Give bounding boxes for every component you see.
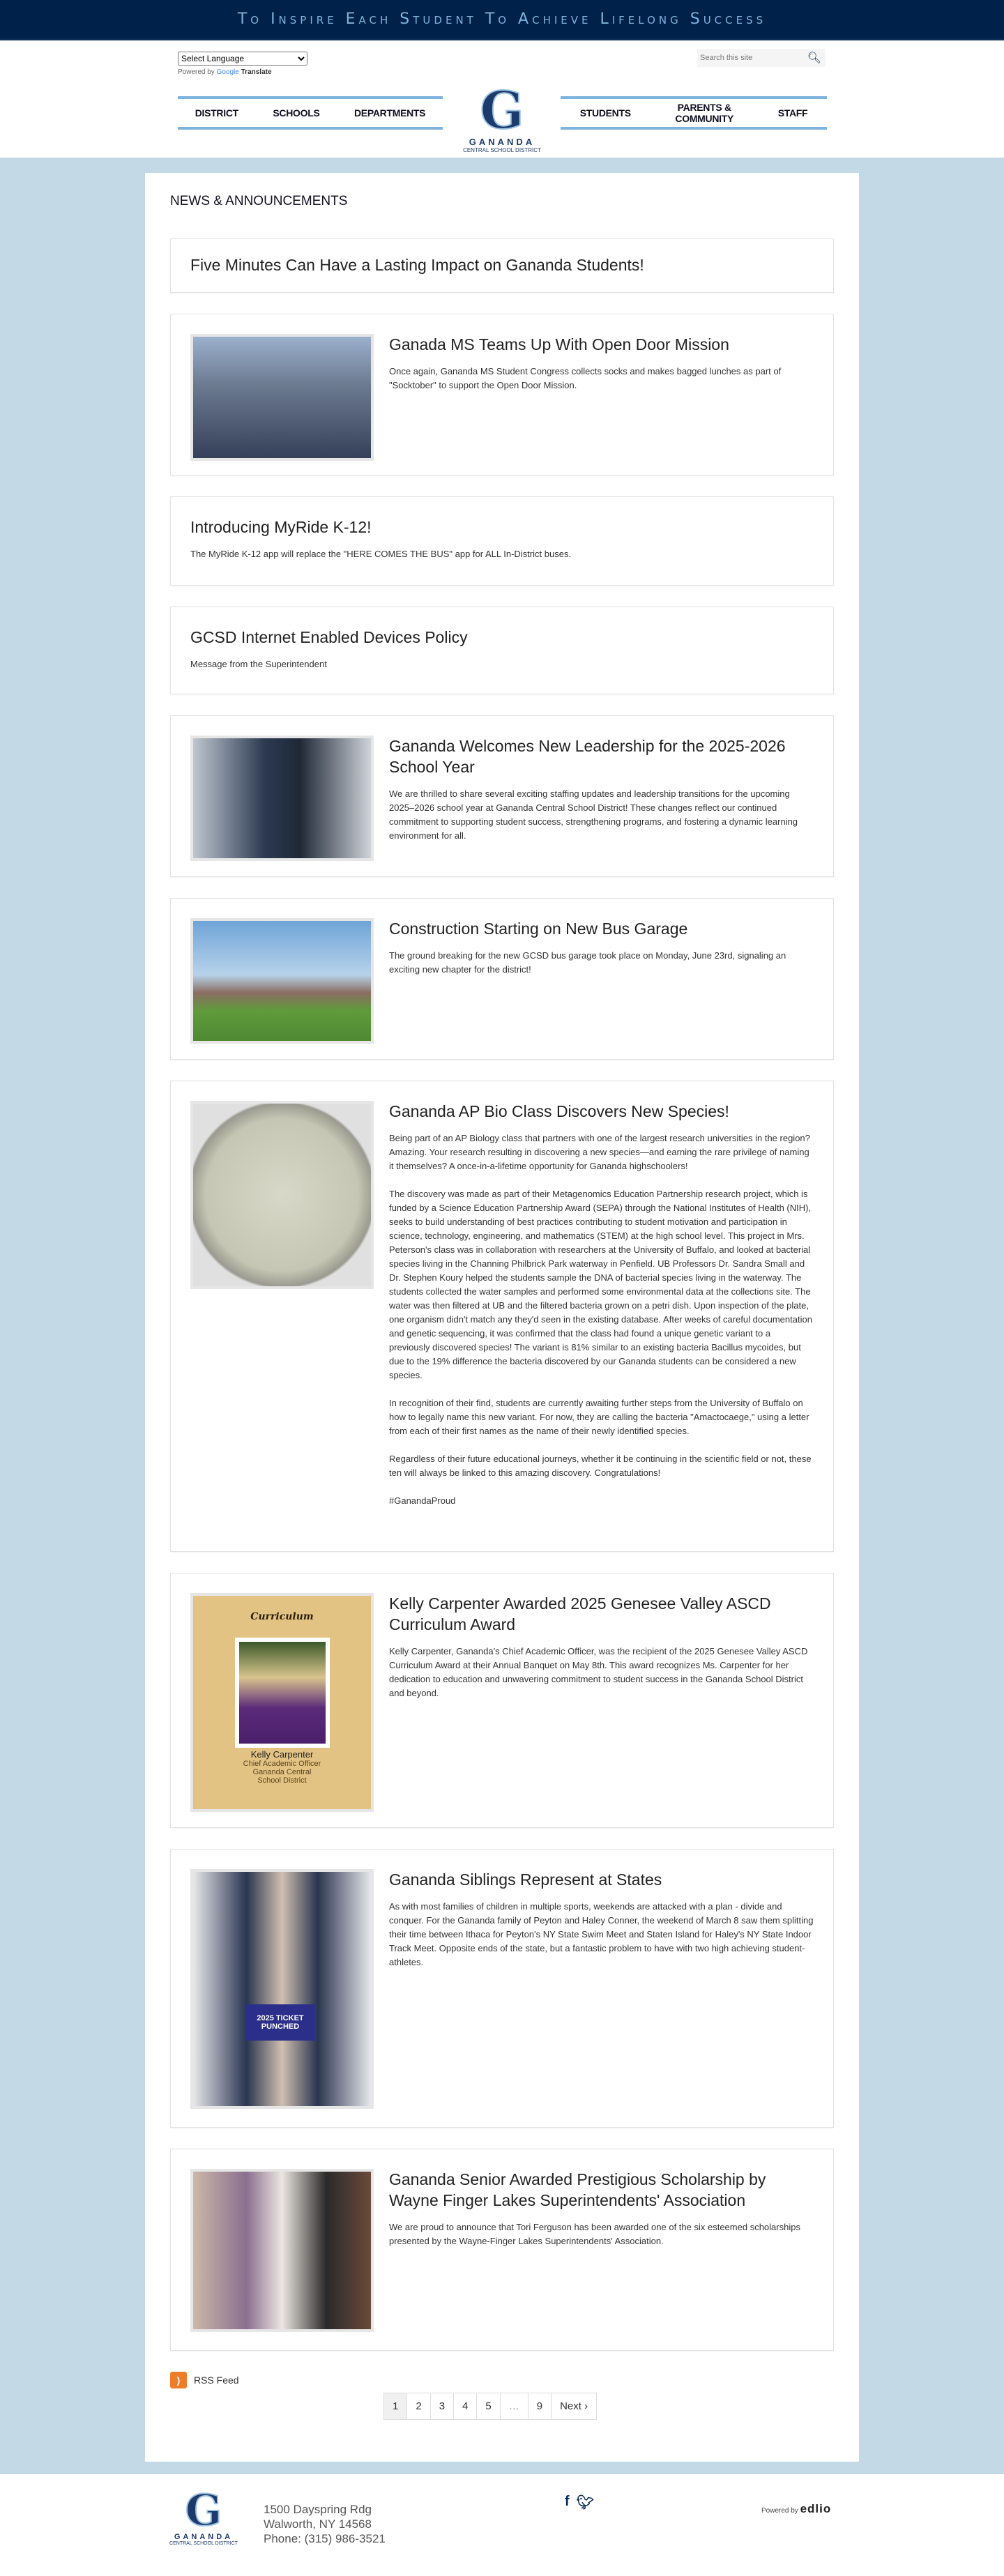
news-title[interactable]: Gananda Welcomes New Leadership for the 2025-2026 School Year [389, 737, 786, 776]
news-photo[interactable] [190, 736, 374, 861]
news-summary: We are proud to announce that Tori Ferguson has been awarded one of the six esteemed scholarships presented by the Wayne-Finger Lakes Superintendents' Association. [389, 2222, 800, 2246]
news-title[interactable]: Gananda AP Bio Class Discovers New Species! [389, 1102, 729, 1120]
news-summary: The ground breaking for the new GCSD bus garage took place on Monday, June 23rd, signaling an exciting new chapter for the district! [389, 950, 786, 975]
nav-right [561, 96, 827, 130]
news-paragraph: In recognition of their find, students are currently awaiting further steps from the University of Buffalo on how to legally name this new variant. For now, they are calling the bacteria "Amactocaege," using a letter from each of their first names as the name of their newly identified species. [389, 1398, 809, 1436]
rss-icon: ) [170, 2372, 187, 2388]
news-summary: Message from the Superintendent [190, 659, 327, 669]
news-paragraph: The discovery was made as part of their Metagenomics Education Partnership research project, which is funded by a Science Education Partnership Award (SEPA) through the National Institutes of Health (NIH), seeks to build understanding of best practices contributing to student motivation and participation in science, technology, engineering, and mathematics (STEM) at the high school level. This project in Mrs. Peterson's class was in collaboration with researchers at the University of Buffalo, and looked at bacterial species living in the Channing Philbrick Park waterway in Penfield. UB Professors Dr. Sandra Small and Dr. Stephen Koury helped the students sample the DNA of bacterial species living in the waterway. The students collected the water samples and performed some environmental data at the collections site. The water was then filtered at UB and the filtered bacteria grown on a petri dish. Upon inspection of the plate, one organism didn't match any they'd seen in the existing database. After weeks of careful documentation and genetic sequencing, it was confirmed that the class had found a unique genetic variant to a previously discovered species! The variant is 81% similar to an existing bacteria Bacillus mycoides, but due to the 19% difference the bacteria discovered by our Gananda students can be considered a new species. [389, 1189, 812, 1380]
next-page-button[interactable]: Next › [560, 2400, 588, 2412]
award-name: Kelly Carpenter [250, 1749, 314, 1760]
nav-parents-community[interactable]: PARENTS & COMMUNITY [675, 102, 734, 124]
news-item[interactable] [170, 1081, 834, 1552]
page-9[interactable]: 9 [528, 2393, 552, 2419]
news-title[interactable]: Gananda Senior Awarded Prestigious Scholarship by Wayne Finger Lakes Superintendents' Association [389, 2170, 766, 2209]
page-5[interactable]: 5 [477, 2393, 500, 2419]
logo-sub: CENTRAL SCHOOL DISTRICT [169, 2541, 238, 2546]
address-line: Walworth, NY 14568 [264, 2517, 372, 2531]
powered-label: Powered by [178, 68, 215, 76]
nav-schools[interactable]: SCHOOLS [273, 107, 320, 119]
footer-logo[interactable] [162, 2485, 245, 2546]
site-search [697, 49, 826, 67]
logo-letter: G [185, 2485, 222, 2536]
award-org: School District [257, 1776, 307, 1785]
news-item[interactable] [170, 1573, 834, 1828]
page-3[interactable]: 3 [431, 2393, 454, 2419]
news-photo[interactable] [190, 1101, 374, 1289]
award-heading: Curriculum [250, 1611, 314, 1622]
news-paragraph: Regardless of their future educational journeys, whether it be continuing in the scientific field or not, these ten will always be linked to this amazing discovery. Congratulations! [389, 1454, 812, 1478]
news-item[interactable] [170, 314, 834, 475]
news-photo[interactable] [190, 1593, 374, 1812]
footer-address [264, 2502, 386, 2546]
page-ellipsis: … [501, 2393, 528, 2419]
address-line: 1500 Dayspring Rdg [264, 2503, 372, 2516]
news-paragraph: Being part of an AP Biology class that partners with one of the largest research universities in the region? Amazing. Your research resulting in discovering a new species—and earning the rare privilege of naming it themselves? A once-in-a-lifetime opportunity for Gananda highschoolers! [389, 1133, 810, 1171]
language-select[interactable] [178, 52, 307, 66]
ticket-sign: 2025 TICKET PUNCHED [245, 2004, 315, 2041]
news-photo[interactable] [190, 918, 374, 1044]
news-section [145, 173, 859, 2462]
logo-name: GANANDA [174, 2533, 234, 2541]
edlio-logo: edlio [800, 2502, 832, 2515]
nav-district[interactable]: DISTRICT [195, 107, 238, 119]
rss-label: RSS Feed [194, 2375, 239, 2386]
translate-widget [178, 52, 307, 76]
page-4[interactable]: 4 [454, 2393, 477, 2419]
tagline-banner [0, 0, 1004, 40]
news-item[interactable] [170, 2149, 834, 2351]
award-portrait [235, 1638, 330, 1748]
district-logo[interactable] [460, 81, 544, 153]
news-hashtag: #GanandaProud [389, 1495, 456, 1506]
google-label: Google [216, 68, 239, 76]
news-summary: We are thrilled to share several exciting staffing updates and leadership transitions for the upcoming 2025–2026 school year at Gananda Central School District! These changes reflect our continued commitment to supporting student success, strengthening programs, and fostering a dynamic learning environment for all. [389, 788, 798, 841]
news-title[interactable]: Gananda Siblings Represent at States [389, 1870, 662, 1889]
site-header [0, 40, 1004, 158]
award-org: Gananda Central [252, 1768, 312, 1776]
site-footer [0, 2474, 1004, 2576]
news-item[interactable] [170, 1849, 834, 2128]
nav-students[interactable]: STUDENTS [579, 107, 631, 119]
powered-by-google [178, 68, 307, 76]
news-title[interactable]: Kelly Carpenter Awarded 2025 Genesee Valley ASCD Curriculum Award [389, 1594, 771, 1633]
news-item[interactable] [170, 607, 834, 694]
search-icon[interactable]: 🔍︎ [807, 52, 821, 64]
news-title[interactable]: Five Minutes Can Have a Lasting Impact on Gananda Students! [190, 256, 644, 274]
logo-sub: CENTRAL SCHOOL DISTRICT [463, 147, 541, 153]
news-summary: Once again, Gananda MS Student Congress collects socks and makes bagged lunches as part of "Socktober" to support the Open Door Mission. [389, 366, 782, 390]
news-photo[interactable] [190, 2169, 374, 2332]
powered-by-edlio[interactable] [761, 2502, 831, 2516]
news-summary: Kelly Carpenter, Gananda's Chief Academic Officer, was the recipient of the 2025 Genesee Valley ASCD Curriculum Award at their Annual Banquet on May 8th. This award recognizes Ms. Carpenter for her dedication to education and unwavering commitment to student success in the Gananda School District and beyond. [389, 1646, 808, 1698]
page-2[interactable]: 2 [407, 2393, 430, 2419]
tagline: To Inspire Each Student To Achieve Lifelong Success [237, 10, 767, 28]
powered-label: Powered by [761, 2507, 798, 2515]
social-links [565, 2494, 594, 2511]
news-title[interactable]: Ganada MS Teams Up With Open Door Mission [389, 335, 729, 353]
section-title: NEWS & ANNOUNCEMENTS [170, 194, 348, 208]
news-item[interactable] [170, 238, 834, 293]
page-1[interactable]: 1 [384, 2393, 407, 2419]
news-title[interactable]: Introducing MyRide K-12! [190, 518, 372, 536]
news-photo[interactable] [190, 334, 374, 461]
facebook-icon[interactable]: f [565, 2494, 570, 2509]
news-item[interactable] [170, 496, 834, 586]
news-summary: As with most families of children in multiple sports, weekends are attacked with a plan - divide and conquer. For the Gananda family of Peyton and Haley Conner, the weekend of March 8 saw them splitting their time between Ithaca for Peyton's NY State Swim Meet and Staten Island for Haley's NY State Indoor Track Meet. Opposite ends of the state, but a fantastic problem to have with two high achieving student-athletes. [389, 1901, 814, 1967]
nav-left [178, 96, 443, 130]
news-item[interactable] [170, 898, 834, 1060]
news-title[interactable]: GCSD Internet Enabled Devices Policy [190, 628, 468, 646]
phone-label: Phone: [264, 2532, 305, 2545]
award-role: Chief Academic Officer [243, 1760, 321, 1768]
logo-name: GANANDA [469, 137, 535, 147]
nav-departments[interactable]: DEPARTMENTS [354, 107, 426, 119]
translate-link[interactable]: Translate [241, 68, 272, 76]
news-item[interactable] [170, 715, 834, 877]
phone-link[interactable]: (315) 986-3521 [304, 2532, 386, 2545]
search-input[interactable] [700, 54, 791, 62]
twitter-icon[interactable]: 🐦︎ [576, 2495, 595, 2510]
news-summary: The MyRide K-12 app will replace the "HERE COMES THE BUS" app for ALL In-District buses. [190, 549, 572, 559]
nav-staff[interactable]: STAFF [777, 107, 808, 119]
pagination [383, 2393, 597, 2420]
news-photo[interactable] [190, 1869, 374, 2109]
rss-feed-link[interactable] [170, 2372, 834, 2388]
news-title[interactable]: Construction Starting on New Bus Garage [389, 920, 688, 938]
logo-letter: G [480, 81, 524, 141]
